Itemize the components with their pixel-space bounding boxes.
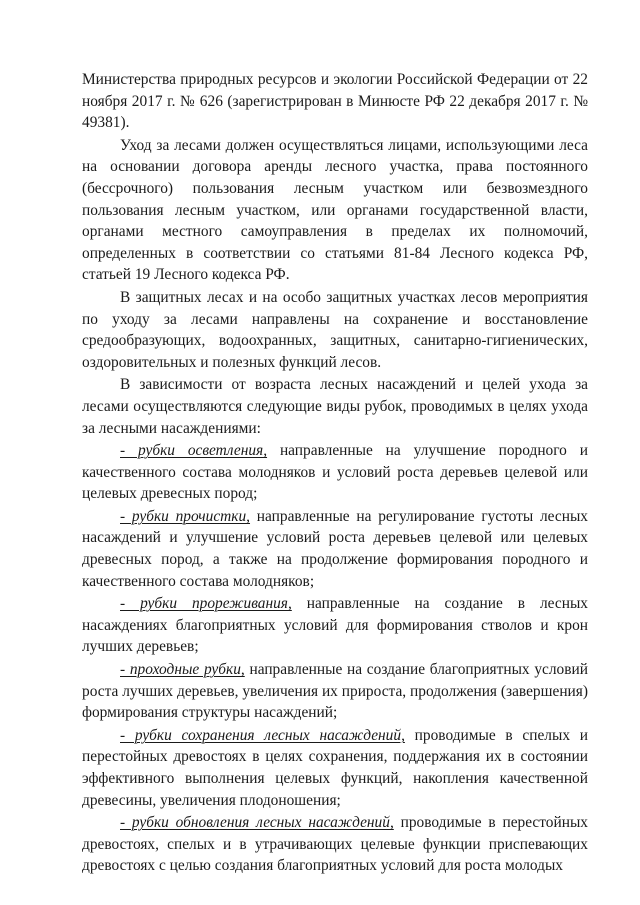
document-text [82,69,588,878]
felling-type-passage [82,659,588,724]
felling-type-term: - рубки прочистки, [120,507,251,525]
felling-type-clarification [82,440,588,505]
felling-type-renewal [82,812,588,877]
felling-type-term: - рубки обновления лесных насаждений, [120,814,394,832]
care-persons-paragraph: Уход за лесами должен осуществляться лицами, использующими леса на основании договора аренды лесного участка, права постоянного (бессрочного) пользования лесным участком или безвозмездного пользования лесным участком, или органами государственной власти, органами местного самоуправления в пределах их полномочий, определенных в соответствии со статьями 81-84 Лесного кодекса РФ, статьей 19 Лесного кодекса РФ. [82,136,588,284]
felling-type-term: - проходные рубки, [120,661,245,679]
felling-type-preservation [82,725,588,811]
protective-forests-paragraph: В защитных лесах и на особо защитных участках лесов мероприятия по уходу за лесами направлены на сохранение и восстановление средообразующих, водоохранных, защитных, санитарно-гигиенических, оздоровительных и полезных функций лесов. [82,288,588,371]
felling-type-description: направленные на создание в лесных насаждениях благоприятных условий для формирования стволов и крон лучших деревьев; [82,595,588,656]
felling-type-description: проводимые в спелых и перестойных древостоях в целях сохранения, поддержания их в состоянии эффективного выполнения целевых функций, накопления качественной древесины, увеличения плодоношения; [82,726,588,809]
felling-type-thinning [82,593,588,658]
felling-type-term: - рубки осветления, [120,442,268,460]
felling-type-cleaning [82,506,588,592]
felling-type-term: - рубки прореживания, [120,595,292,613]
felling-type-description: направленные на улучшение породного и качественного состава молодняков и условий роста деревьев целевой или целевых древесных пород; [82,442,588,503]
intro-continuation-paragraph: Министерства природных ресурсов и экологии Российской Федерации от 22 ноября 2017 г. № 626 (зарегистрирован в Минюсте РФ 22 декабря 2017 г. № 49381). [82,71,588,132]
felling-type-description: направленные на регулирование густоты лесных насаждений и улучшение условий роста деревьев целевой или целевых древесных пород, а также на продолжение формирования породного и качественного состава молодняков; [82,507,588,590]
felling-type-term: - рубки сохранения лесных насаждений, [120,726,405,744]
felling-type-description: проводимые в перестойных древостоях, спелых и в утрачивающих целевые функции приспевающих древостоях с целью создания благоприятных условий для роста молодых [82,814,588,875]
felling-type-description: направленные на создание благоприятных условий роста лучших деревьев, увеличения их прироста, продолжения (завершения) формирования структуры насаждений; [82,661,588,722]
felling-types-intro-paragraph: В зависимости от возраста лесных насаждений и целей ухода за лесами осуществляются следующие виды рубок, проводимых в целях ухода за лесными насаждениями: [82,376,588,437]
